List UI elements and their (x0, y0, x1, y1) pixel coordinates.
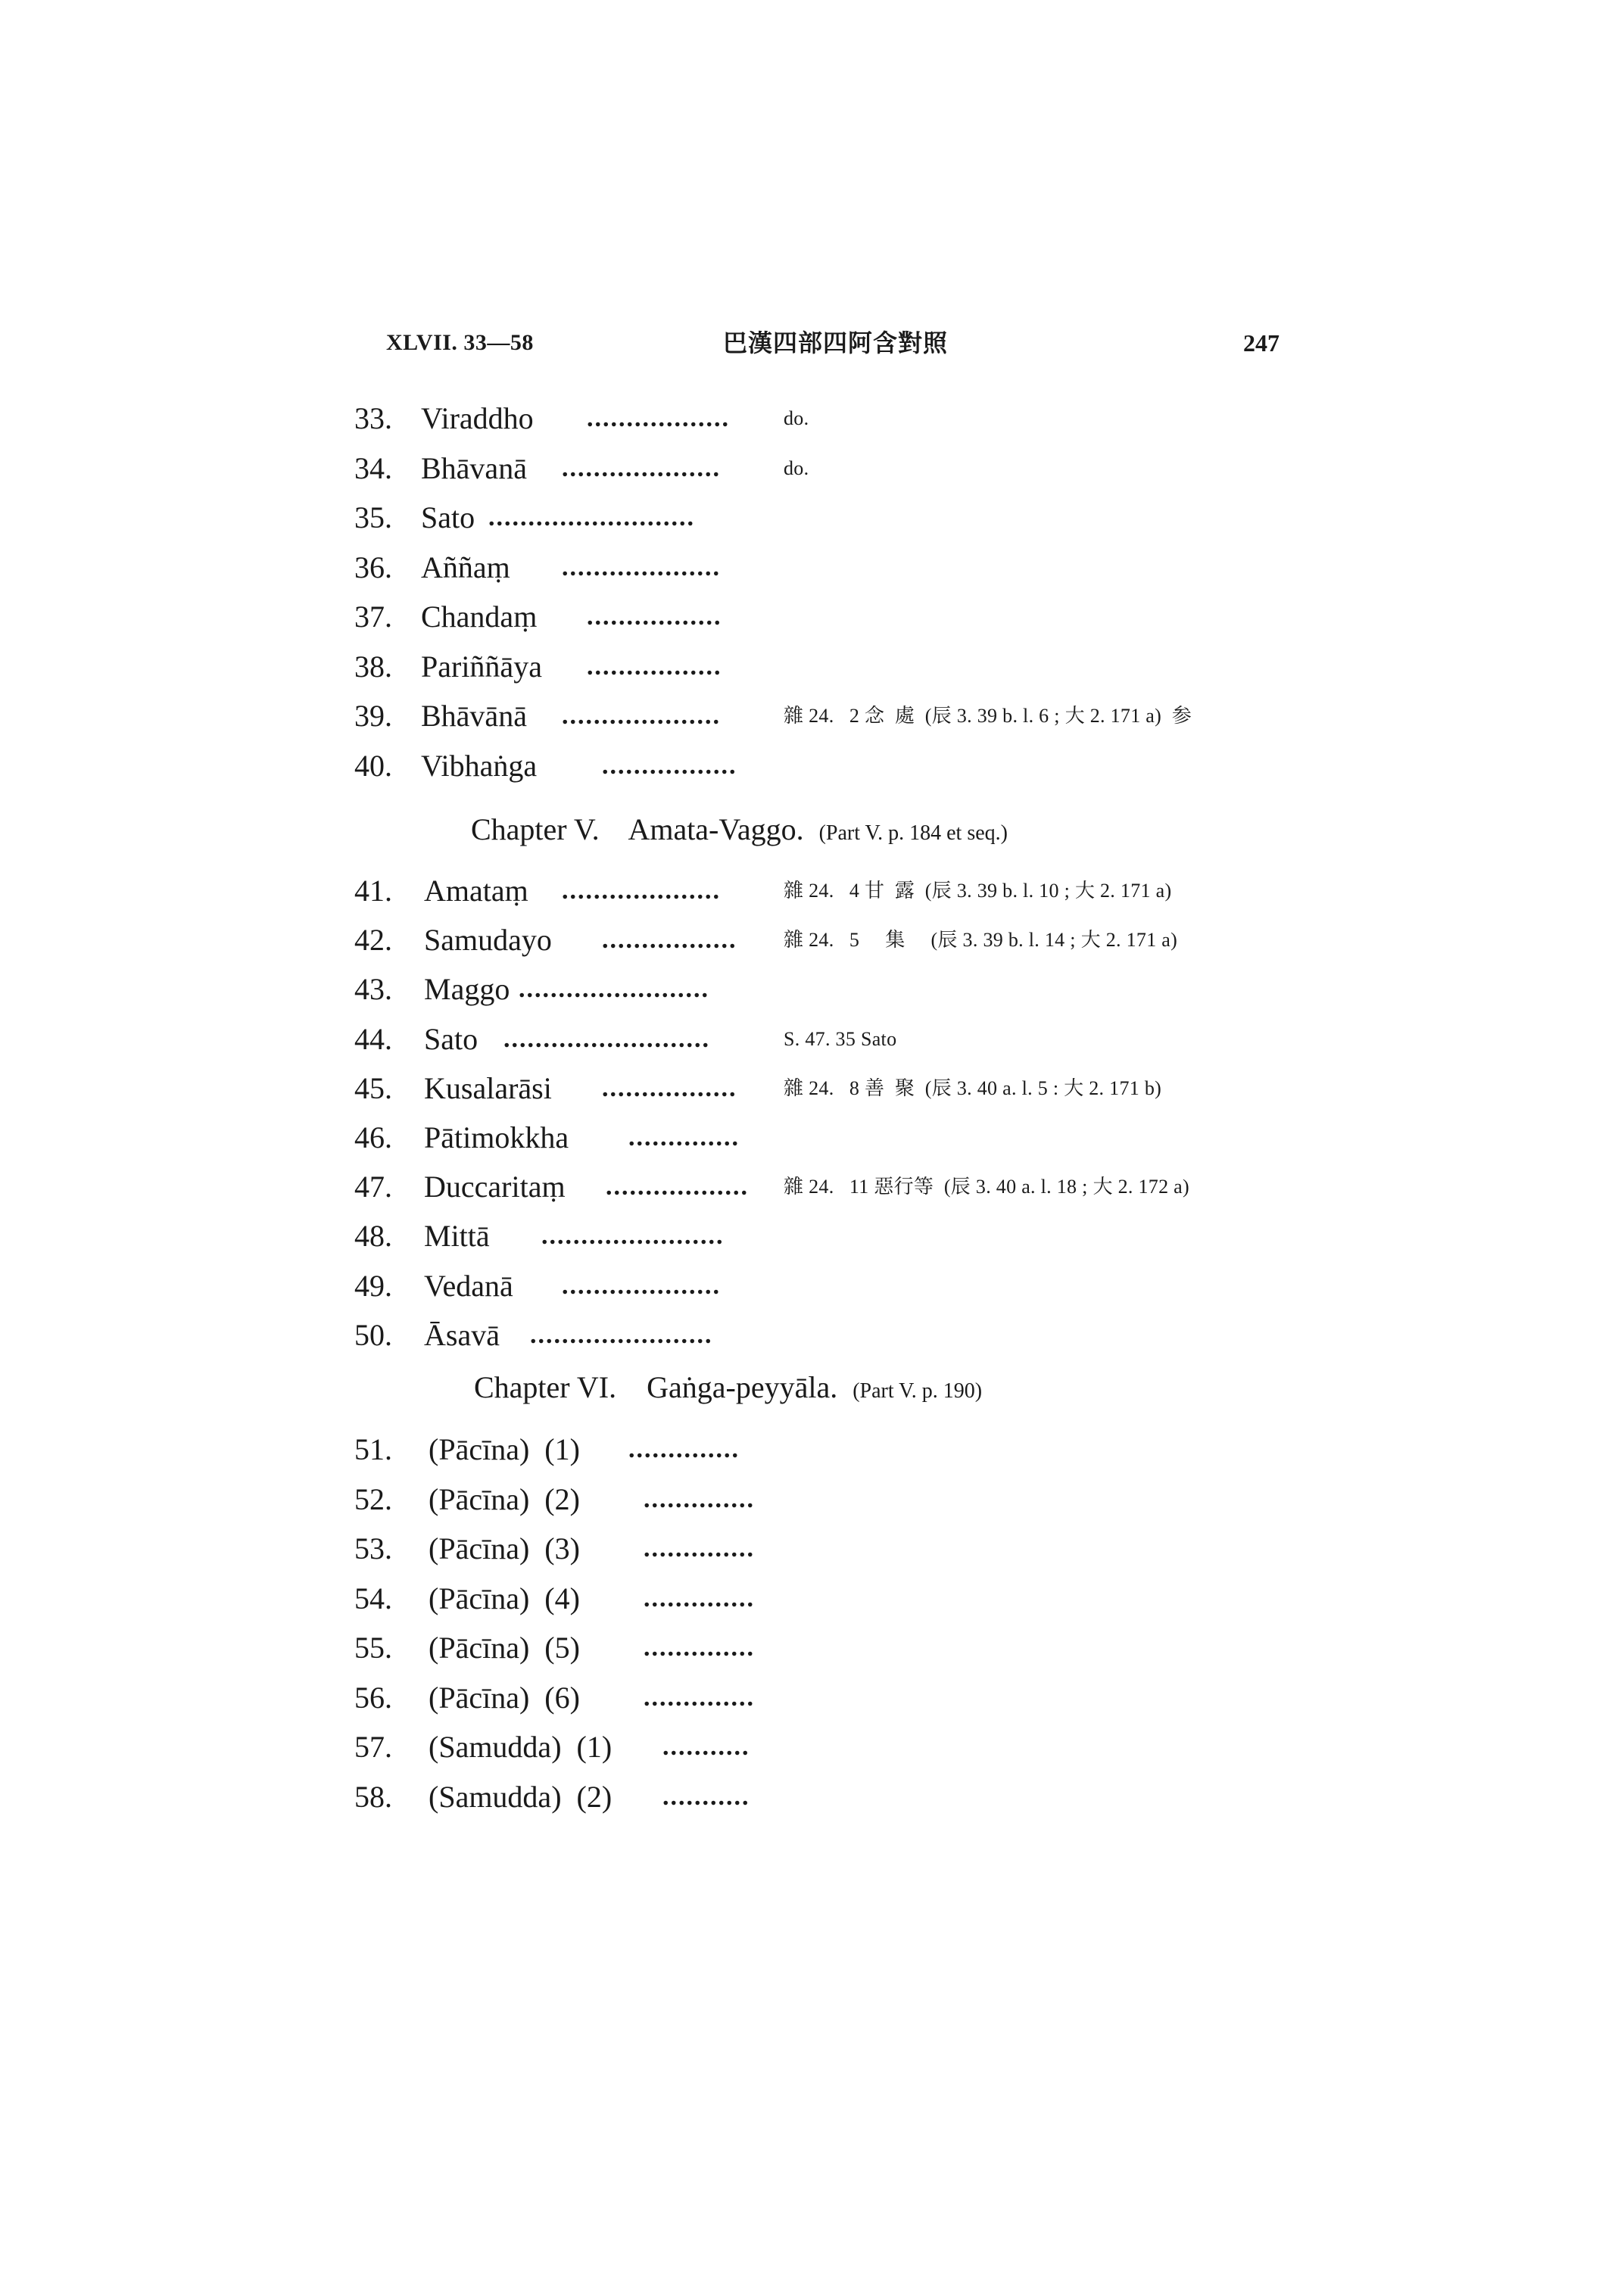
dot-leader: .............. (644, 1534, 755, 1562)
entry-number: 40. (354, 748, 392, 783)
chapter-note: (Part V. p. 190) (853, 1379, 983, 1403)
entry-row (0, 1014, 1624, 1064)
entry-number: 45. (354, 1070, 392, 1105)
entry-title: (Samudda) (1) (429, 1730, 613, 1764)
chapter-note: (Part V. p. 184 et seq.) (818, 821, 1008, 845)
dot-leader: .......................... (488, 503, 695, 531)
dot-leader: .................... (562, 702, 721, 730)
dot-leader: .................. (606, 1173, 749, 1201)
entry-title: Bhāvānā (421, 699, 527, 733)
chapter-name: Amata-Vaggo. (628, 812, 804, 846)
entry-row (0, 1722, 1624, 1772)
entry-title: (Pācīna) (6) (429, 1680, 580, 1715)
chapter-label: Chapter V. (471, 812, 600, 846)
chapter-name: Gaṅga-peyyāla. (647, 1370, 838, 1404)
dot-leader: .............. (644, 1485, 755, 1513)
entry-row (0, 1064, 1624, 1114)
entry-number: 49. (354, 1268, 392, 1303)
entry-row (0, 964, 1624, 1014)
entry-title: Duccaritaṃ (424, 1170, 566, 1204)
entry-title: Maggo (424, 972, 510, 1007)
entry-title: (Pācīna) (1) (429, 1432, 580, 1466)
entry-number: 35. (354, 500, 392, 534)
dot-leader: ................. (602, 926, 737, 955)
dot-leader: .................... (562, 1271, 721, 1300)
dot-leader: ................. (602, 1073, 737, 1102)
entry-number: 46. (354, 1120, 392, 1154)
entry-row (0, 642, 1624, 692)
entry-title: Sato (421, 500, 475, 534)
entry-title: (Pācīna) (4) (429, 1581, 580, 1615)
dot-leader: .......................... (503, 1024, 710, 1053)
entry-reference: 雜 24. 2 念 處 (辰 3. 39 b. l. 6 ; 大 2. 171 a) 参 (784, 705, 1192, 727)
entry-row (0, 1772, 1624, 1822)
dot-leader: ........................ (519, 975, 709, 1004)
entry-row (0, 543, 1624, 593)
entry-title: Chandaṃ (421, 600, 538, 634)
entry-row (0, 1524, 1624, 1574)
entry-title: Pātimokkha (424, 1120, 569, 1154)
entry-number: 38. (354, 649, 392, 684)
entry-number: 53. (354, 1531, 392, 1566)
entry-number: 36. (354, 550, 392, 584)
entry-number: 44. (354, 1021, 392, 1056)
entry-title: Pariññāya (421, 649, 542, 684)
entry-row (0, 592, 1624, 642)
dot-leader: .............. (644, 1634, 755, 1662)
entry-reference: 雜 24. 5 集 (辰 3. 39 b. l. 14 ; 大 2. 171 a) (784, 929, 1178, 952)
entry-reference: 雜 24. 11 惡行等 (辰 3. 40 a. l. 18 ; 大 2. 172 a) (784, 1176, 1189, 1198)
entry-number: 47. (354, 1170, 392, 1204)
entry-row (0, 1475, 1624, 1525)
entry-number: 33. (354, 401, 392, 435)
header-section-range: XLVII. 33—58 (386, 330, 534, 355)
entry-reference: do. (784, 407, 809, 429)
dot-leader: .............. (644, 1683, 755, 1712)
dot-leader: ................. (587, 603, 722, 631)
entry-row (0, 1623, 1624, 1673)
entry-row (0, 394, 1624, 444)
entry-title: Bhāvanā (421, 450, 527, 485)
entry-title: (Pācīna) (5) (429, 1631, 580, 1665)
entry-row (0, 741, 1624, 791)
entry-row (0, 444, 1624, 494)
entry-row (0, 1310, 1624, 1360)
entry-title: (Pācīna) (2) (429, 1481, 580, 1516)
entry-reference: do. (784, 456, 809, 479)
entry-number: 43. (354, 972, 392, 1007)
chapter-vi-heading (474, 1363, 982, 1413)
entry-row (0, 1162, 1624, 1212)
entry-number: 55. (354, 1631, 392, 1665)
dot-leader: ........... (662, 1733, 750, 1761)
dot-leader: .................... (562, 453, 721, 482)
entry-number: 37. (354, 600, 392, 634)
entry-number: 34. (354, 450, 392, 485)
dot-leader: ....................... (530, 1320, 713, 1349)
page-number: 247 (1243, 329, 1280, 357)
entry-title: Vedanā (424, 1268, 513, 1303)
dot-leader: .................. (587, 404, 730, 432)
entry-row (0, 1673, 1624, 1723)
entry-title: Samudayo (424, 923, 552, 958)
entry-row (0, 1261, 1624, 1311)
entry-reference: 雜 24. 4 甘 露 (辰 3. 39 b. l. 10 ; 大 2. 171 a) (784, 880, 1172, 902)
dot-leader: .............. (644, 1584, 755, 1612)
entry-number: 50. (354, 1317, 392, 1352)
entry-title: Sato (424, 1021, 478, 1056)
entry-number: 42. (354, 923, 392, 958)
entry-title: Aññaṃ (421, 550, 510, 584)
chapter-v-heading (471, 805, 1008, 855)
dot-leader: ....................... (541, 1222, 725, 1251)
entry-title: Āsavā (424, 1317, 500, 1352)
dot-leader: ................. (602, 751, 737, 780)
entry-number: 39. (354, 699, 392, 733)
entry-title: (Samudda) (2) (429, 1779, 613, 1814)
entry-title: Amataṃ (424, 874, 528, 908)
header-title: 巴漢四部四阿含對照 (723, 329, 949, 357)
entry-row (0, 1574, 1624, 1624)
entry-row (0, 1425, 1624, 1475)
dot-leader: .................... (562, 877, 721, 905)
entry-title: Kusalarāsi (424, 1070, 552, 1105)
entry-row (0, 1113, 1624, 1163)
entry-row (0, 1211, 1624, 1261)
entry-number: 41. (354, 874, 392, 908)
entry-number: 58. (354, 1779, 392, 1814)
entry-title: Vibhaṅga (421, 748, 538, 783)
dot-leader: .............. (628, 1435, 740, 1463)
dot-leader: .............. (628, 1123, 740, 1151)
entry-row (0, 493, 1624, 543)
entry-number: 56. (354, 1680, 392, 1715)
entry-row (0, 866, 1624, 916)
entry-number: 48. (354, 1219, 392, 1254)
dot-leader: .................... (562, 553, 721, 581)
entry-title: Viraddho (421, 401, 534, 435)
entry-reference: 雜 24. 8 善 聚 (辰 3. 40 a. l. 5 : 大 2. 171 b) (784, 1076, 1162, 1099)
dot-leader: ........... (662, 1782, 750, 1811)
entry-row (0, 691, 1624, 741)
entry-row (0, 915, 1624, 965)
entry-number: 52. (354, 1481, 392, 1516)
dot-leader: ................. (587, 652, 722, 681)
entry-number: 51. (354, 1432, 392, 1466)
entry-title: Mittā (424, 1219, 490, 1254)
entry-reference: S. 47. 35 Sato (784, 1027, 897, 1050)
chapter-label: Chapter VI. (474, 1370, 617, 1404)
entry-title: (Pācīna) (3) (429, 1531, 580, 1566)
entry-number: 54. (354, 1581, 392, 1615)
entry-number: 57. (354, 1730, 392, 1764)
